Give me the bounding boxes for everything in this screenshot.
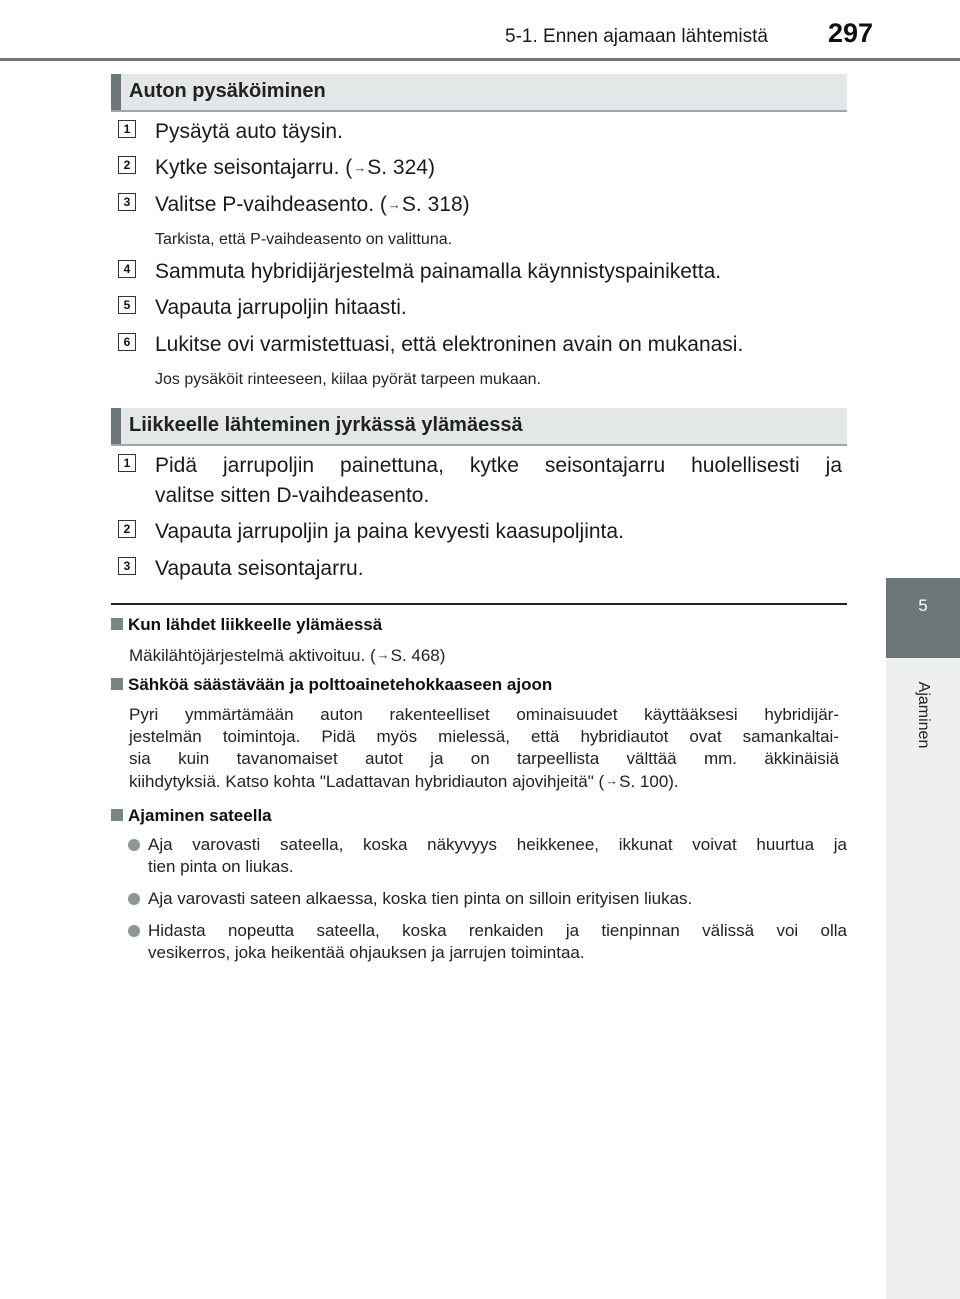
step-number: 3 xyxy=(118,193,136,211)
bullet-item xyxy=(111,834,847,878)
info-heading: Kun lähdet liikkeelle ylämäessä xyxy=(111,615,382,635)
bullet-item xyxy=(111,888,847,910)
page-ref-arrow-icon: → xyxy=(605,773,619,788)
heading-bar xyxy=(111,408,121,444)
bullet-text: Aja varovasti sateella, koska näkyvyys heikkenee, ikkunat voivat huurtua ja tien pinta on liukas. xyxy=(148,835,847,876)
round-bullet-icon xyxy=(128,893,140,905)
page-ref-arrow-icon: → xyxy=(387,197,401,212)
page-number: 297 xyxy=(828,18,874,48)
step-number: 1 xyxy=(118,120,136,138)
section-divider xyxy=(111,603,847,605)
step-text: Vapauta seisontajarru. xyxy=(155,557,364,580)
section-heading-parking xyxy=(111,74,847,112)
step-number: 6 xyxy=(118,333,136,351)
section-heading-text: Auton pysäköiminen xyxy=(129,80,326,102)
step-item xyxy=(118,257,842,287)
step-item xyxy=(118,330,842,360)
header-rule xyxy=(0,58,960,61)
step-text: Lukitse ovi varmistettuasi, että elektroninen avain on mukanasi. xyxy=(155,333,744,356)
step-item xyxy=(118,293,842,323)
step-item xyxy=(118,153,842,183)
step-item xyxy=(118,117,842,147)
chapter-number: 5 xyxy=(918,596,928,615)
chapter-strip xyxy=(886,658,960,1299)
step-note: Tarkista, että P-vaihdeasento on valittuna. xyxy=(155,231,453,248)
info-heading: Sähköä säästävään ja polttoainetehokkaaseen ajoon xyxy=(111,675,552,695)
step-number: 3 xyxy=(118,557,136,575)
square-bullet-icon xyxy=(111,618,123,630)
step-number: 4 xyxy=(118,260,136,278)
info-paragraph: Mäkilähtöjärjestelmä aktivoituu. (→S. 468) xyxy=(129,646,446,665)
step-number: 5 xyxy=(118,296,136,314)
square-bullet-icon xyxy=(111,678,123,690)
step-text: Vapauta jarrupoljin ja paina kevyesti kaasupoljinta. xyxy=(155,520,624,543)
section-heading-text: Liikkeelle lähteminen jyrkässä ylämäessä xyxy=(129,414,523,436)
chapter-tab[interactable] xyxy=(886,578,960,658)
page-ref-arrow-icon: → xyxy=(376,647,390,662)
step-text: Valitse P-vaihdeasento. (→S. 318) xyxy=(155,190,842,220)
chapter-label: Ajaminen xyxy=(915,681,932,749)
step-item xyxy=(118,451,842,511)
step-item xyxy=(118,517,842,547)
heading-bar xyxy=(111,74,121,110)
step-note: Jos pysäköit rinteeseen, kiilaa pyörät tarpeen mukaan. xyxy=(155,371,541,388)
bullet-text: Hidasta nopeutta sateella, koska renkaiden ja tienpinnan välissä voi olla vesikerros, joka heikentää ohjauksen ja jarrujen toimintaa. xyxy=(148,921,847,962)
bullet-item xyxy=(111,920,847,964)
section-heading-uphill-start xyxy=(111,408,847,446)
step-text: Sammuta hybridijärjestelmä painamalla käynnistyspainiketta. xyxy=(155,260,722,283)
step-text: Pidä jarrupoljin painettuna, kytke seisontajarru huolellisesti ja valitse sitten D-vaihdeasento. xyxy=(155,454,842,507)
round-bullet-icon xyxy=(128,925,140,937)
bullet-text: Aja varovasti sateen alkaessa, koska tien pinta on silloin erityisen liukas. xyxy=(148,889,693,908)
step-number: 2 xyxy=(118,156,136,174)
step-text: Pysäytä auto täysin. xyxy=(155,120,343,143)
round-bullet-icon xyxy=(128,839,140,851)
step-number: 2 xyxy=(118,520,136,538)
step-text: Vapauta jarrupoljin hitaasti. xyxy=(155,296,407,319)
page-ref-arrow-icon: → xyxy=(353,160,367,175)
step-number: 1 xyxy=(118,454,136,472)
info-heading: Ajaminen sateella xyxy=(111,806,272,826)
step-item xyxy=(118,554,842,584)
header-section-title: 5-1. Ennen ajamaan lähtemistä xyxy=(505,26,768,47)
step-text: Kytke seisontajarru. (→S. 324) xyxy=(155,153,842,183)
info-paragraph: Pyri ymmärtämään auton rakenteelliset ominaisuudet käyttääksesi hybridijär- jestelmän toimintoja. Pidä myös mielessä, että hybridiautot ovat samankaltai- sia kuin tavanomaiset autot ja on tarpeellista välttää mm. äkkinäisiä kiihdytyksiä. Katso kohta "Ladattavan hybridiauton ajovihjeitä" (→S. 100). xyxy=(129,705,839,791)
step-item xyxy=(118,190,842,220)
square-bullet-icon xyxy=(111,809,123,821)
